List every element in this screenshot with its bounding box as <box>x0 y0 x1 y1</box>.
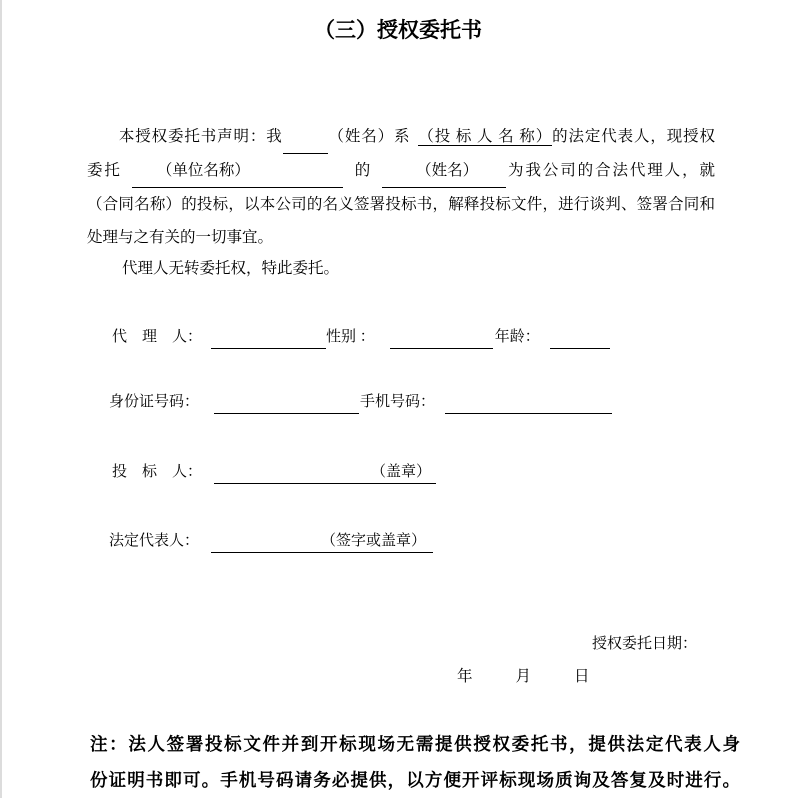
legal-rep-signature-field[interactable] <box>211 530 433 553</box>
paragraph-line-2 <box>87 154 715 188</box>
bidder-seal-field[interactable] <box>214 461 436 484</box>
declaration-paragraph <box>87 120 715 254</box>
unit-name-hint: （单位名称） <box>156 162 250 179</box>
agent-name-field[interactable] <box>382 154 506 188</box>
text-run: 处理与之有关的一切事宜。 <box>87 229 274 246</box>
month-label: 月 <box>515 668 532 685</box>
footnote-line-1: 注：法人签署投标文件并到开标现场无需提供授权委托书，提供法定代表人身 <box>90 734 740 754</box>
no-subdelegation-paragraph <box>122 252 339 285</box>
seal-hint: （盖章） <box>371 464 432 480</box>
page-title: （三）授权委托书 <box>314 18 482 42</box>
gender-blank[interactable] <box>390 326 493 349</box>
legal-rep-label: 法定代表人： <box>109 533 200 549</box>
gender-label: 性别 ： <box>326 329 375 345</box>
text-run: 代理人无转委托权，特此委托。 <box>122 260 340 277</box>
text-run: （姓名）系 <box>327 128 411 145</box>
agent-label: 代 理 人： <box>112 329 203 345</box>
authorization-date-label: 授权委托日期： <box>592 636 698 652</box>
text-run: 委托 <box>87 162 122 179</box>
paragraph-line-4 <box>87 221 715 254</box>
footnote <box>90 726 740 798</box>
year-label: 年 <box>457 668 473 685</box>
bidder-name-field[interactable]: （投 标 人 名 称） <box>418 128 553 145</box>
id-phone-row <box>109 391 612 414</box>
legal-representative-row <box>109 530 433 553</box>
text-run: （合同名称）的投标，以本公司的名义签署投标书，解释投标文件，进行谈判、签署合同和 <box>87 196 715 213</box>
text-run: 的 <box>352 162 373 179</box>
paragraph-line-1 <box>87 120 715 154</box>
day-label: 日 <box>574 668 590 685</box>
bidder-label: 投 标 人： <box>112 464 203 480</box>
age-label: 年龄： <box>494 329 540 345</box>
agent-name-blank[interactable] <box>211 326 326 349</box>
text-run: 本授权委托书声明：我 <box>118 128 283 145</box>
bidder-row <box>112 461 436 484</box>
name-hint: （姓名） <box>416 162 479 179</box>
footnote-line-2: 份证明书即可。手机号码请务必提供，以方便开评标现场质询及答复及时进行。 <box>90 770 740 790</box>
declarant-name-blank[interactable] <box>283 120 328 154</box>
phone-label: 手机号码： <box>360 394 436 410</box>
id-number-blank[interactable] <box>214 391 359 414</box>
text-run: 为我公司的合法代理人，就 <box>506 162 715 179</box>
id-number-label: 身份证号码： <box>109 394 200 410</box>
date-line <box>457 666 590 688</box>
paragraph-line-3 <box>87 188 715 221</box>
sign-or-seal-hint: （签字或盖章） <box>321 533 427 549</box>
entrusted-unit-field[interactable] <box>132 154 343 188</box>
agent-info-row <box>112 326 610 349</box>
phone-blank[interactable] <box>445 391 612 414</box>
text-run: 的法定代表人，现授权 <box>552 128 715 145</box>
age-blank[interactable] <box>550 326 610 349</box>
